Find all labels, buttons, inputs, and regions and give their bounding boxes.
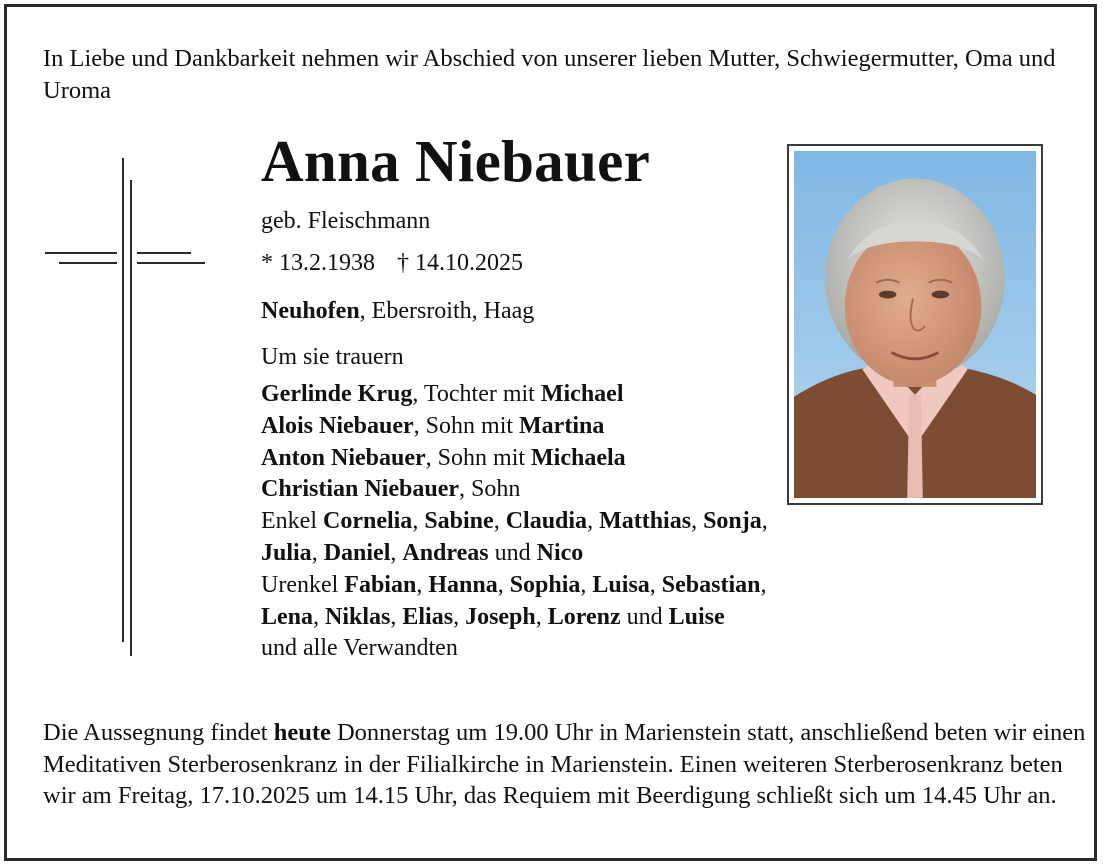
- mourner-name: Niklas: [325, 603, 391, 630]
- closing-part2: Donnerstag um 19.00 Uhr in Marienstein statt, anschließend beten wir einen Meditativen Sterberosenkranz in der Filialkirche in Marienstein. Einen weiteren Sterberosenkranz beten wir am Freitag, 17.10.2025 um 14.15 Uhr, das Requiem mit Beerdigung schließt sich um 14.45 Uhr an.: [43, 719, 1086, 809]
- mourner-text: ,: [390, 603, 403, 630]
- mourner-name: Alois Niebauer: [261, 412, 414, 439]
- deceased-name: Anna Niebauer: [261, 128, 651, 194]
- closing-text: [43, 717, 1088, 812]
- mourner-text: und alle Verwandten: [261, 635, 458, 662]
- mourner-text: ,: [453, 603, 466, 630]
- intro-text: In Liebe und Dankbarkeit nehmen wir Abschied von unserer lieben Mutter, Schwiegermutter, Oma und Uroma: [43, 45, 1056, 104]
- cross-icon: [43, 150, 213, 660]
- mourner-text: ,: [649, 571, 662, 598]
- mourner-text: ,: [390, 539, 403, 566]
- photo-frame: [787, 144, 1043, 505]
- mourner-name: Elias: [402, 603, 454, 630]
- mourner-name: Sophia: [509, 571, 581, 598]
- birth-date: * 13.2.1938: [261, 250, 375, 276]
- mourner-name: Hanna: [428, 571, 498, 598]
- mourner-text: ,: [497, 571, 510, 598]
- place-main: Neuhofen: [261, 298, 360, 324]
- mourner-name: Nico: [536, 539, 584, 566]
- places: [261, 295, 861, 327]
- mourner-line: [261, 633, 861, 665]
- mourner-name: Fabian: [344, 571, 417, 598]
- mourner-name: Lorenz: [547, 603, 621, 630]
- mourner-name: Luisa: [592, 571, 650, 598]
- mourner-text: ,: [580, 571, 593, 598]
- closing-part1: Die Aussegnung findet: [43, 719, 274, 746]
- closing-bold: heute: [273, 719, 331, 746]
- mourner-text: und: [620, 603, 669, 630]
- mourner-name: Julia: [261, 539, 312, 566]
- mourner-name: Cornelia: [322, 508, 413, 535]
- mourner-name: Daniel: [323, 539, 391, 566]
- mourner-text: ,: [412, 508, 425, 535]
- mourner-name: Michael: [540, 381, 624, 407]
- mourner-name: Luise: [668, 603, 725, 630]
- mourner-text: ,: [313, 603, 326, 630]
- mourners-heading: Um sie trauern: [261, 344, 404, 370]
- mourner-name: Christian Niebauer: [261, 476, 459, 503]
- mourner-line: [261, 506, 861, 538]
- mourner-text: ,: [761, 508, 768, 535]
- mourner-text: ,: [416, 571, 429, 598]
- mourner-line: [261, 379, 861, 411]
- place-others: , Ebersroith, Haag: [359, 298, 535, 324]
- mourner-text: und: [488, 539, 537, 566]
- mourner-line: [261, 411, 861, 443]
- mourner-name: Martina: [519, 412, 605, 439]
- mourner-text: , Sohn: [459, 476, 521, 503]
- mourner-name: Michaela: [531, 444, 626, 471]
- life-dates: [261, 247, 861, 279]
- death-date: † 14.10.2025: [397, 250, 523, 276]
- mourner-line: [261, 570, 861, 602]
- mourner-line: [261, 474, 861, 506]
- mourner-name: Sonja: [703, 508, 762, 535]
- mourner-name: Sabine: [424, 508, 494, 535]
- obituary-notice: [4, 4, 1097, 861]
- obituary-main: [261, 125, 861, 665]
- mourner-line: [261, 538, 861, 570]
- mourner-name: Matthias: [599, 508, 692, 535]
- maiden-name: geb. Fleischmann: [261, 208, 431, 234]
- mourner-text: Urenkel: [261, 571, 345, 598]
- portrait-photo: [794, 151, 1036, 498]
- mourner-line: [261, 602, 861, 634]
- mourner-name: Andreas: [402, 539, 489, 566]
- mourner-name: Joseph: [465, 603, 536, 630]
- mourner-name: Lena: [261, 603, 314, 630]
- mourner-text: , Sohn mit: [413, 412, 520, 439]
- mourner-text: ,: [760, 571, 767, 598]
- mourner-text: ,: [493, 508, 506, 535]
- mourner-text: , Sohn mit: [425, 444, 532, 471]
- mourner-text: ,: [311, 539, 324, 566]
- mourner-name: Sebastian: [661, 571, 761, 598]
- mourner-text: ,: [587, 508, 600, 535]
- mourners-list: [261, 379, 861, 665]
- mourner-line: [261, 443, 861, 475]
- mourner-text: , Tochter mit: [412, 381, 541, 407]
- mourner-name: Claudia: [505, 508, 588, 535]
- mourner-name: Gerlinde Krug: [261, 381, 413, 407]
- mourner-name: Anton Niebauer: [261, 444, 426, 471]
- mourner-text: ,: [691, 508, 704, 535]
- mourner-text: Enkel: [261, 508, 323, 535]
- mourner-text: ,: [535, 603, 548, 630]
